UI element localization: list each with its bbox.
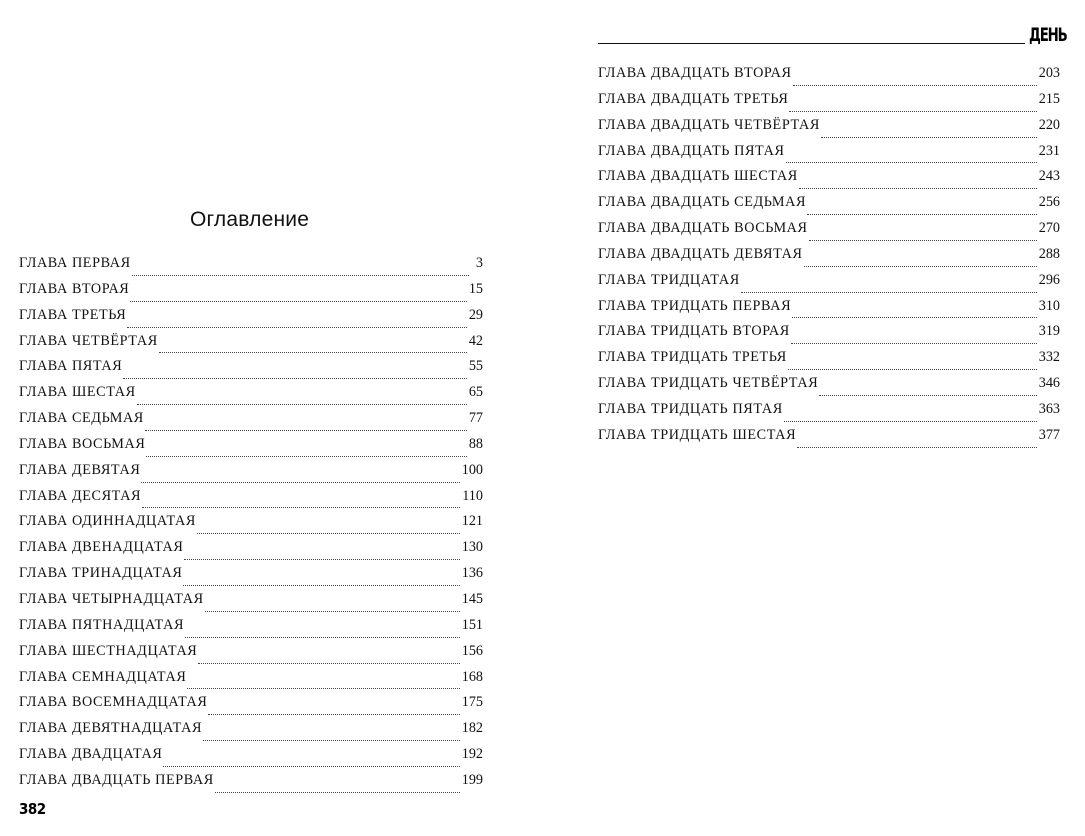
toc-dot-leader [130,300,466,302]
toc-entry [598,427,1060,453]
toc-entry-label: ГЛАВА ТРИНАДЦАТАЯ [19,565,183,582]
toc-entry [598,349,1060,375]
toc-entry-page: 55 [468,358,483,375]
toc-dot-leader [789,110,1036,112]
toc-entry-page: 182 [461,720,483,737]
toc-entry-label: ГЛАВА ТРИДЦАТАЯ [598,271,740,288]
toc-entry-page: 296 [1038,271,1060,288]
toc-entry-page: 243 [1038,168,1060,185]
toc-entry-page: 3 [475,255,483,271]
toc-entry-label: ГЛАВА ДЕВЯТНАДЦАТАЯ [19,720,203,737]
toc-dot-leader [793,84,1037,86]
toc-entry [598,220,1060,246]
toc-entry-label: ГЛАВА ТРИДЦАТЬ ВТОРАЯ [598,323,790,340]
toc-dot-leader [185,636,460,638]
toc-entry-label: ГЛАВА ДВАДЦАТЬ ТРЕТЬЯ [598,90,789,107]
toc-entry-page: 121 [461,513,483,530]
toc-entry-label: ГЛАВА ДВАДЦАТЬ ПЯТАЯ [598,142,785,159]
toc-entry-label: ГЛАВА ЧЕТЫРНАДЦАТАЯ [19,590,204,607]
toc-dot-leader [145,429,467,431]
toc-entry-label: ГЛАВА ЧЕТВЁРТАЯ [19,332,158,349]
toc-entry-page: 220 [1038,116,1060,133]
toc-dot-leader [797,446,1037,448]
toc-dot-leader [819,394,1036,396]
toc-entry [598,91,1060,117]
toc-entry-label: ГЛАВА ПЕРВАЯ [19,255,131,271]
toc-entry [19,591,483,617]
toc-entry-page: 151 [461,616,483,633]
toc-entry-page: 256 [1038,194,1060,211]
toc-dot-leader [784,420,1037,422]
toc-entry [19,462,483,488]
toc-entry-label: ГЛАВА ОДИННАДЦАТАЯ [19,513,196,530]
toc-entry-page: 192 [461,746,483,763]
toc-dot-leader [197,532,460,534]
toc-entry-label: ГЛАВА ТРИДЦАТЬ ЧЕТВЁРТАЯ [598,375,819,392]
toc-entry-page: 100 [461,461,483,478]
toc-entry-label: ГЛАВА ПЯТНАДЦАТАЯ [19,616,185,633]
header-rule [598,43,1025,44]
toc-entry [598,65,1060,91]
toc-entry-page: 346 [1038,375,1060,392]
page-number: 382 [19,800,46,818]
toc-entry-page: 136 [461,565,483,582]
toc-entry [598,194,1060,220]
toc-entry-label: ГЛАВА ТРИДЦАТЬ ШЕСТАЯ [598,426,797,443]
toc-dot-leader [183,584,459,586]
toc-entry-page: 215 [1038,90,1060,107]
toc-entry [598,117,1060,143]
toc-dot-leader [809,239,1037,241]
toc-entry-page: 65 [468,384,483,401]
toc-entry [19,307,483,333]
toc-entry [19,772,483,798]
toc-entry [19,565,483,591]
toc-entry [19,694,483,720]
toc-entry [598,375,1060,401]
toc-entry-page: 110 [462,487,483,504]
toc-dot-leader [791,342,1037,344]
toc-entry-label: ГЛАВА ВОСЬМАЯ [19,435,146,452]
toc-dot-leader [205,610,460,612]
toc-entry-page: 15 [468,280,483,297]
toc-entry-page: 175 [461,694,483,711]
toc-dot-leader [799,187,1037,189]
toc-entry-label: ГЛАВА ДВАДЦАТЬ ЧЕТВЁРТАЯ [598,116,820,133]
toc-entry [19,617,483,643]
toc-dot-leader [807,213,1037,215]
toc-entry-label: ГЛАВА ТРИДЦАТЬ ПЯТАЯ [598,400,783,417]
toc-entry-label: ГЛАВА ТРЕТЬЯ [19,306,127,323]
toc-entry [598,143,1060,169]
toc-entry-page: 156 [461,642,483,659]
toc-dot-leader [788,368,1037,370]
toc-entry [19,384,483,410]
toc-dot-leader [132,274,469,276]
toc-entry-label: ГЛАВА ДЕВЯТАЯ [19,461,141,478]
toc-dot-leader [786,161,1037,163]
running-head: ДЕНЬ [1029,24,1067,46]
toc-entry-label: ГЛАВА ВОСЕМНАДЦАТАЯ [19,694,208,711]
toc-entry [19,488,483,514]
toc-entry-page: 130 [461,539,483,556]
toc-entry-label: ГЛАВА ВТОРАЯ [19,280,130,297]
toc-entry-label: ГЛАВА ТРИДЦАТЬ ТРЕТЬЯ [598,349,787,366]
toc-dot-leader [127,326,467,328]
toc-dot-leader [123,377,466,379]
toc-entry-page: 42 [468,332,483,349]
toc-entry-page: 231 [1038,142,1060,159]
toc-entry-label: ГЛАВА ШЕСТАЯ [19,384,136,401]
toc-dot-leader [184,558,459,560]
toc-entry-label: ГЛАВА ШЕСТНАДЦАТАЯ [19,642,198,659]
toc-entry-page: 199 [461,771,483,788]
toc-entry-page: 88 [468,435,483,452]
toc-entry [19,358,483,384]
toc-entry-label: ГЛАВА ДВАДЦАТАЯ [19,746,163,763]
toc-entry [19,255,483,281]
toc-entry-page: 77 [468,410,483,427]
toc-entry-page: 270 [1038,220,1060,237]
toc-entry-label: ГЛАВА ДВАДЦАТЬ ВОСЬМАЯ [598,220,808,237]
toc-entry-label: ГЛАВА СЕМНАДЦАТАЯ [19,668,187,685]
toc-entry [19,513,483,539]
toc-entry [19,436,483,462]
toc-entry-label: ГЛАВА СЕДЬМАЯ [19,410,144,427]
toc-title: Оглавление [190,208,310,231]
toc-entry-page: 203 [1038,65,1060,81]
toc-entry [598,323,1060,349]
toc-entry-label: ГЛАВА ДВАДЦАТЬ СЕДЬМАЯ [598,194,807,211]
toc-list-left [19,255,483,798]
toc-entry [19,669,483,695]
toc-entry [19,746,483,772]
toc-entry-label: ГЛАВА ПЯТАЯ [19,358,123,375]
toc-dot-leader [142,506,460,508]
toc-dot-leader [792,316,1037,318]
toc-entry [598,168,1060,194]
toc-entry-page: 288 [1038,245,1060,262]
toc-dot-leader [741,291,1037,293]
toc-entry-page: 377 [1038,426,1060,443]
toc-dot-leader [159,351,467,353]
toc-entry [19,410,483,436]
toc-entry-label: ГЛАВА ДВАДЦАТЬ ВТОРАЯ [598,65,792,81]
toc-entry-label: ГЛАВА ДЕСЯТАЯ [19,487,142,504]
toc-entry [19,643,483,669]
toc-list-right [598,65,1060,453]
toc-entry [19,281,483,307]
toc-entry [598,272,1060,298]
toc-dot-leader [804,265,1037,267]
toc-dot-leader [163,765,459,767]
toc-entry [19,539,483,565]
toc-dot-leader [821,136,1037,138]
toc-entry [598,401,1060,427]
toc-entry-page: 29 [468,306,483,323]
toc-entry-label: ГЛАВА ДВЕНАДЦАТАЯ [19,539,184,556]
toc-dot-leader [208,713,459,715]
toc-entry-page: 168 [461,668,483,685]
toc-dot-leader [137,403,467,405]
toc-dot-leader [198,662,459,664]
toc-entry-page: 310 [1038,297,1060,314]
toc-dot-leader [215,791,460,793]
toc-entry [598,246,1060,272]
toc-entry-label: ГЛАВА ДВАДЦАТЬ ДЕВЯТАЯ [598,245,803,262]
toc-entry [19,720,483,746]
toc-entry-page: 363 [1038,400,1060,417]
toc-entry-label: ГЛАВА ТРИДЦАТЬ ПЕРВАЯ [598,297,792,314]
toc-entry-page: 319 [1038,323,1060,340]
toc-entry-page: 332 [1038,349,1060,366]
toc-entry-label: ГЛАВА ДВАДЦАТЬ ШЕСТАЯ [598,168,798,185]
toc-entry [19,333,483,359]
toc-entry [598,298,1060,324]
toc-dot-leader [187,687,459,689]
toc-dot-leader [146,455,466,457]
toc-dot-leader [141,481,459,483]
toc-dot-leader [203,739,460,741]
toc-entry-page: 145 [461,590,483,607]
toc-entry-label: ГЛАВА ДВАДЦАТЬ ПЕРВАЯ [19,771,214,788]
